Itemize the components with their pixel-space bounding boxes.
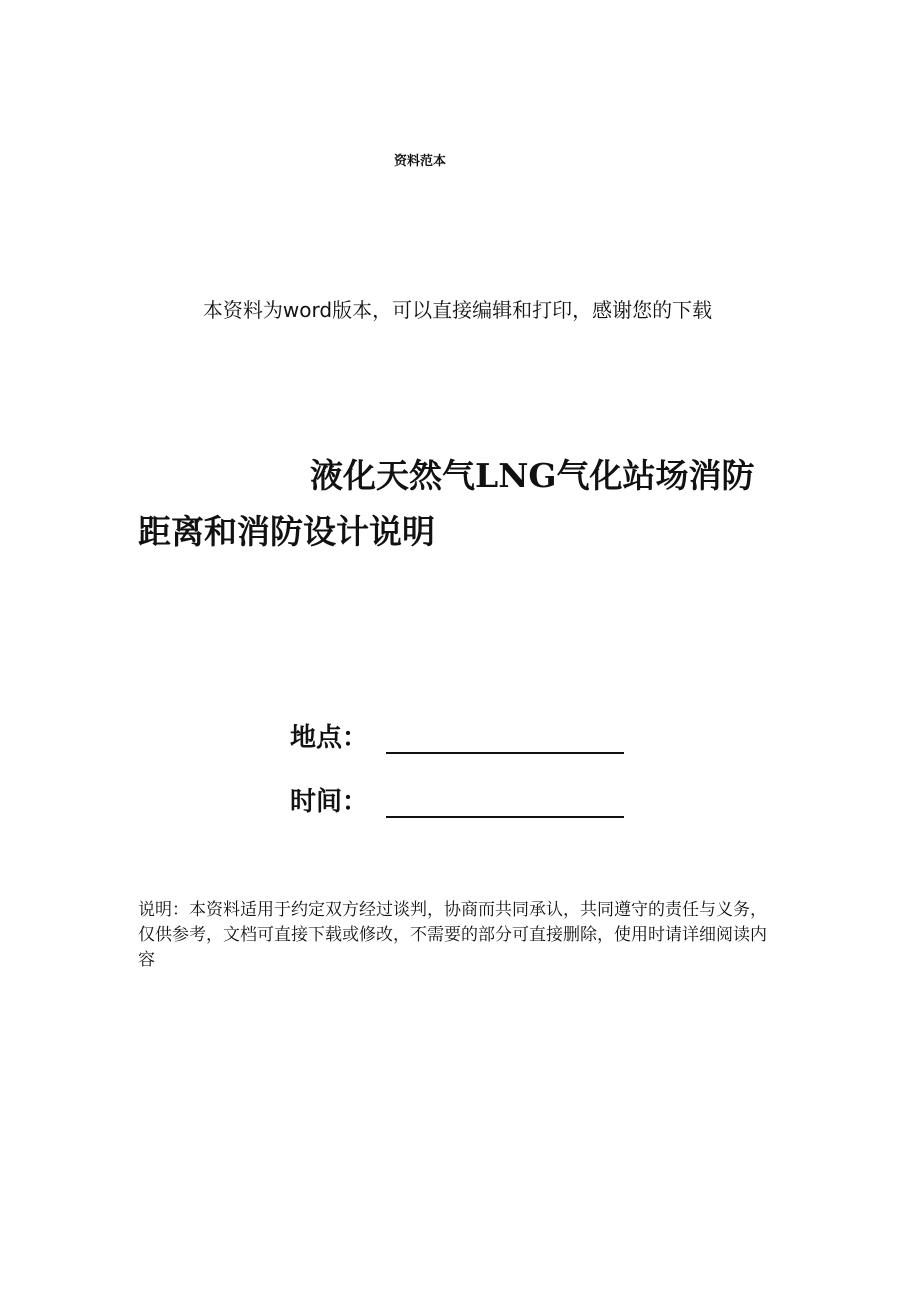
time-blank-line [386,816,624,818]
header-label: 资料范本 [393,154,446,169]
time-row [290,784,630,824]
download-notice: 本资料为word版本，可以直接编辑和打印，感谢您的下载 [202,298,713,322]
location-label: 地点： [290,723,369,753]
location-row [290,720,630,760]
time-label: 时间： [290,787,369,817]
location-blank-line [386,752,624,754]
document-title: 液化天然气LNG气化站场消防距离和消防设计说明 [138,456,755,551]
disclaimer-text: 说明：本资料适用于约定双方经过谈判，协商而共同承认，共同遵守的责任与义务，仅供参考，文档可直接下载或修改，不需要的部分可直接删除，使用时请详细阅读内容 [138,900,767,970]
